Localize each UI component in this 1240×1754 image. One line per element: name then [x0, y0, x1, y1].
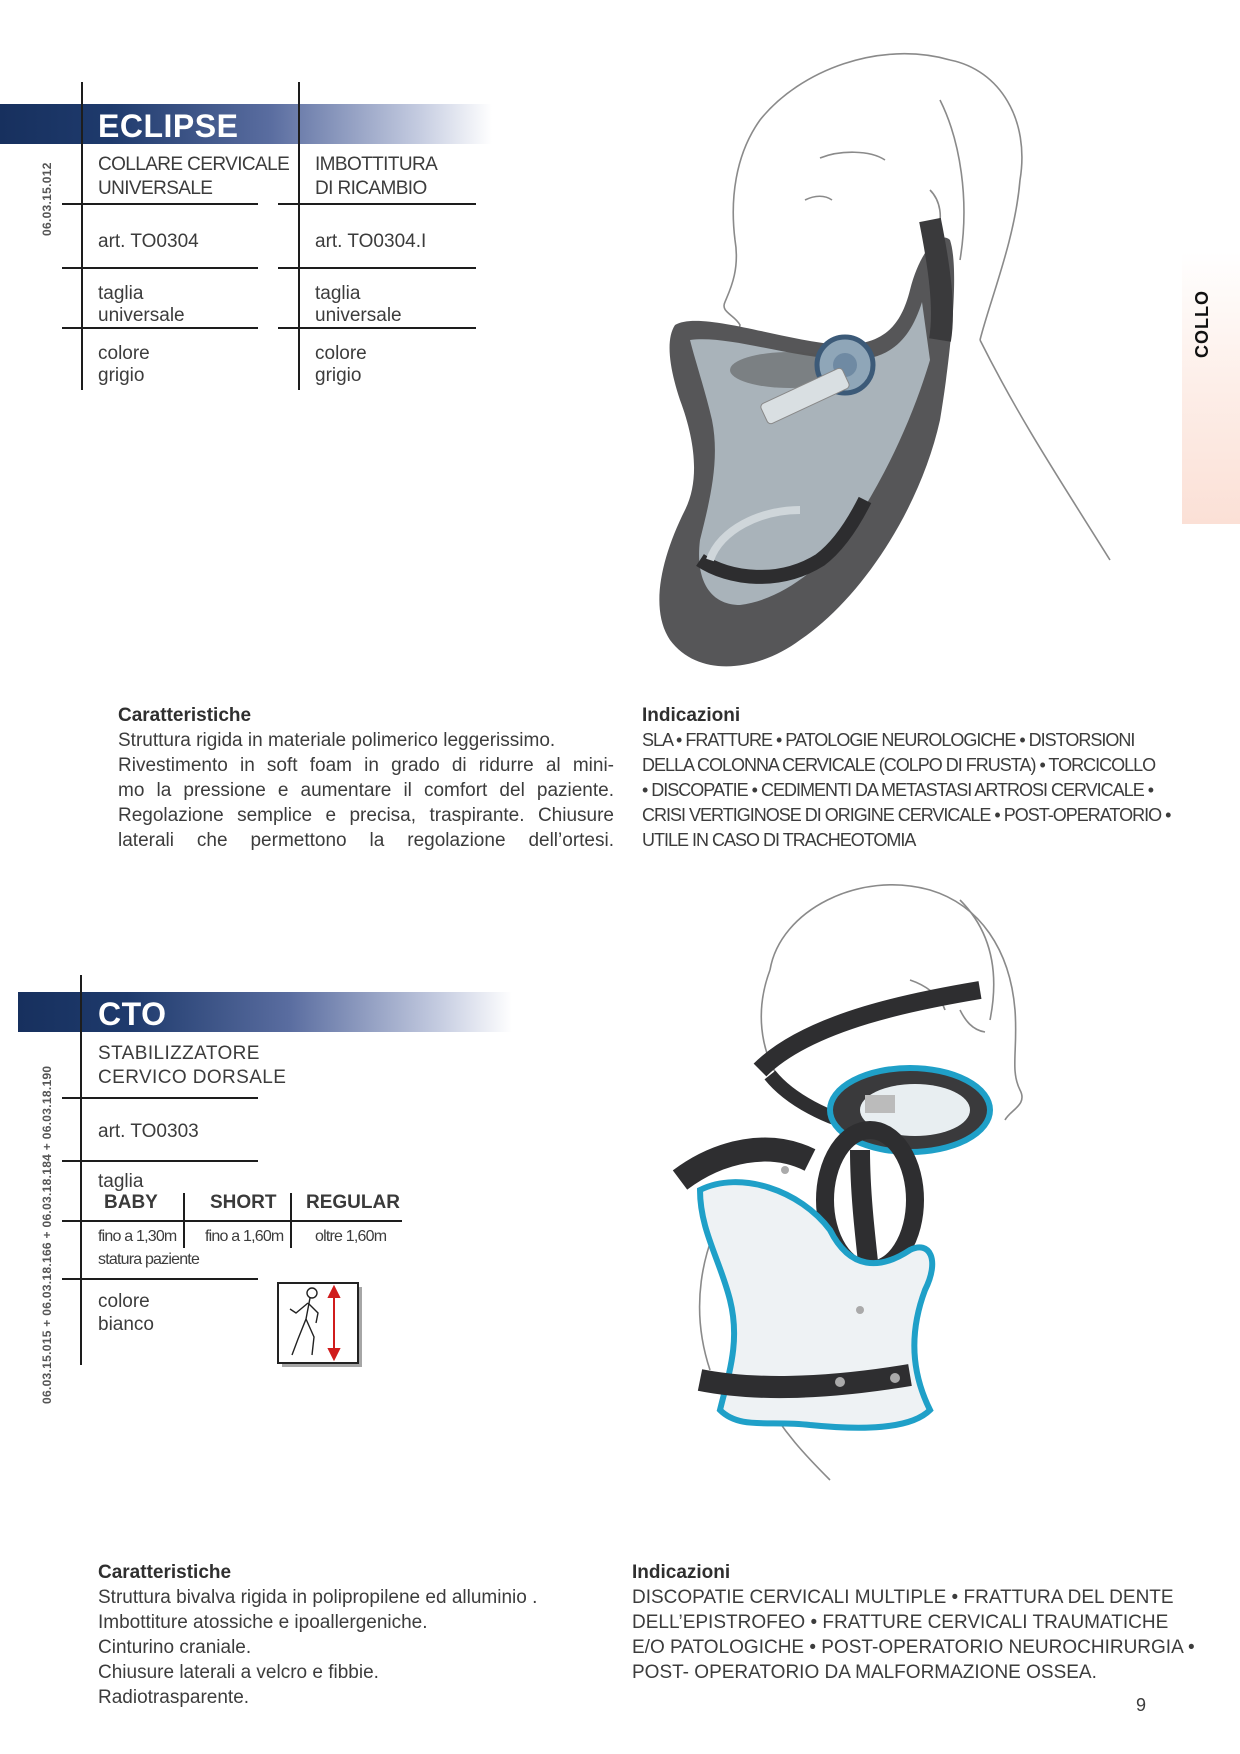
- cto-name-line2: CERVICO DORSALE: [98, 1067, 287, 1088]
- cto-features-line: Radiotrasparente.: [98, 1687, 250, 1708]
- eclipse-rule: [62, 267, 258, 269]
- eclipse-rule: [278, 203, 476, 205]
- cto-brace-illustration: [660, 870, 1160, 1570]
- cto-features-line: Struttura bivalva rigida in polipropilene ed alluminio .: [98, 1587, 538, 1608]
- cto-stature-label: statura paziente: [98, 1251, 200, 1268]
- eclipse-col2-color-label: colore: [315, 343, 367, 364]
- eclipse-features-line: Struttura rigida in materiale polimerico leggerissimo.: [118, 730, 556, 751]
- eclipse-indications-title: Indicazioni: [642, 705, 741, 726]
- eclipse-features-line: Regolazione semplice e precisa, traspirante. Chiusure: [118, 805, 614, 826]
- eclipse-rule: [278, 327, 476, 329]
- cto-size-short: SHORT: [210, 1192, 277, 1213]
- eclipse-features-line: Rivestimento in soft foam in grado di ridurre al mini-: [118, 755, 614, 776]
- eclipse-col1-name-line2: UNIVERSALE: [98, 178, 213, 199]
- cto-size-divider: [183, 1193, 185, 1248]
- cto-indications-line: DISCOPATIE CERVICALI MULTIPLE • FRATTURA DEL DENTE: [632, 1587, 1174, 1608]
- cto-code: 06.03.15.015 + 06.03.18.166 + 06.03.18.184 + 06.03.18.190: [40, 1065, 54, 1404]
- eclipse-features-title: Caratteristiche: [118, 705, 252, 726]
- cto-size-divider: [290, 1193, 292, 1248]
- eclipse-col1-size-value: universale: [98, 305, 185, 326]
- eclipse-col1-color-label: colore: [98, 343, 150, 364]
- eclipse-code: 06.03.15.012: [40, 162, 54, 236]
- cto-color-value: bianco: [98, 1314, 154, 1335]
- eclipse-indications-line: • DISCOPATIE • CEDIMENTI DA METASTASI ARTROSI CERVICALE •: [642, 780, 1154, 800]
- eclipse-col2-color-value: grigio: [315, 365, 362, 386]
- cto-stature-short: fino a 1,60m: [205, 1228, 284, 1245]
- eclipse-rule: [62, 327, 258, 329]
- cto-name-line1: STABILIZZATORE: [98, 1043, 260, 1064]
- eclipse-col2-size-label: taglia: [315, 283, 361, 304]
- cto-indications-line: DELL’EPISTROFEO • FRATTURE CERVICALI TRAUMATICHE: [632, 1612, 1169, 1633]
- eclipse-col2-name-line1: IMBOTTITURA: [315, 154, 438, 175]
- eclipse-title-band: [0, 104, 492, 144]
- eclipse-features-line: mo la pressione e aumentare il comfort del paziente.: [118, 780, 614, 801]
- cto-features-line: Cinturino craniale.: [98, 1637, 252, 1658]
- cto-size-regular: REGULAR: [306, 1192, 400, 1213]
- cto-title: CTO: [98, 996, 167, 1032]
- eclipse-col2-divider: [298, 82, 300, 390]
- page-number: 9: [1136, 1695, 1147, 1715]
- eclipse-col2-name-line2: DI RICAMBIO: [315, 178, 427, 199]
- cto-features-title: Caratteristiche: [98, 1562, 232, 1583]
- cto-features-line: Imbottiture atossiche e ipoallergeniche.: [98, 1612, 428, 1633]
- eclipse-col1-color-value: grigio: [98, 365, 145, 386]
- stature-icon: [278, 1283, 366, 1371]
- eclipse-col1-divider: [81, 82, 83, 390]
- cto-indications-title: Indicazioni: [632, 1562, 731, 1583]
- eclipse-features-line: laterali che permettono la regolazione dell’ortesi.: [118, 830, 614, 851]
- eclipse-indications-line: SLA • FRATTURE • PATOLOGIE NEUROLOGICHE • DISTORSIONI: [642, 730, 1135, 750]
- cto-divider: [80, 975, 82, 1365]
- cto-color-label: colore: [98, 1291, 150, 1312]
- side-tab-label: COLLO: [1192, 290, 1212, 358]
- eclipse-col2-size-value: universale: [315, 305, 402, 326]
- eclipse-col1-size-label: taglia: [98, 283, 144, 304]
- eclipse-rule: [278, 267, 476, 269]
- eclipse-col2-article: art. TO0304.I: [315, 231, 427, 252]
- cto-size-label: taglia: [98, 1171, 144, 1192]
- eclipse-indications-line: UTILE IN CASO DI TRACHEOTOMIA: [642, 830, 916, 850]
- eclipse-rule: [62, 203, 258, 205]
- cto-rule: [62, 1278, 258, 1280]
- eclipse-collar-illustration: [640, 40, 1160, 690]
- eclipse-title: ECLIPSE: [98, 108, 239, 144]
- eclipse-col1-article: art. TO0304: [98, 231, 199, 252]
- cto-size-baby: BABY: [104, 1192, 158, 1213]
- cto-features-line: Chiusure laterali a velcro e fibbie.: [98, 1662, 379, 1683]
- cto-rule: [62, 1160, 258, 1162]
- eclipse-indications-line: DELLA COLONNA CERVICALE (COLPO DI FRUSTA) • TORCICOLLO: [642, 755, 1156, 775]
- cto-stature-regular: oltre 1,60m: [315, 1228, 387, 1245]
- cto-title-band: [18, 992, 512, 1032]
- eclipse-col1-name-line1: COLLARE CERVICALE: [98, 154, 290, 175]
- cto-stature-baby: fino a 1,30m: [98, 1228, 177, 1245]
- cto-article: art. TO0303: [98, 1121, 199, 1142]
- cto-indications-line: E/O PATOLOGICHE • POST-OPERATORIO NEUROCHIRURGIA •: [632, 1637, 1195, 1658]
- cto-rule: [62, 1097, 258, 1099]
- cto-indications-line: POST- OPERATORIO DA MALFORMAZIONE OSSEA.: [632, 1662, 1097, 1683]
- eclipse-indications-line: CRISI VERTIGINOSE DI ORIGINE CERVICALE • POST-OPERATORIO •: [642, 805, 1171, 825]
- cto-rule: [62, 1220, 402, 1222]
